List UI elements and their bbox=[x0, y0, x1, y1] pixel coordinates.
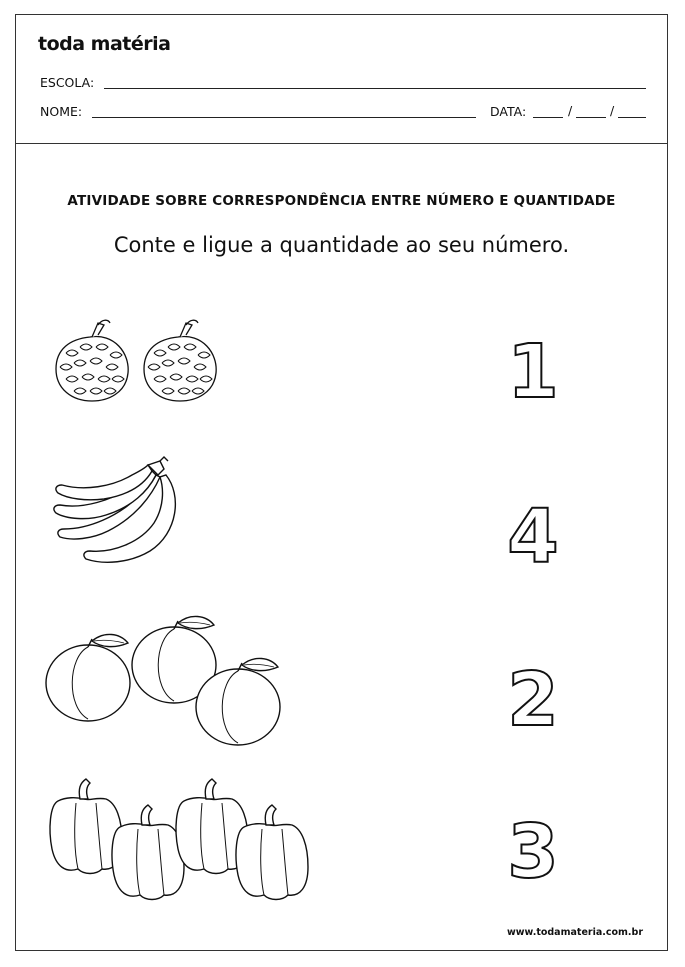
activity-title: ATIVIDADE SOBRE CORRESPONDÊNCIA ENTRE NÚMERO E QUANTIDADE bbox=[67, 193, 616, 209]
banana-icon[interactable] bbox=[48, 455, 198, 567]
number-4[interactable]: 4 bbox=[507, 494, 559, 580]
header bbox=[16, 15, 667, 144]
date-separator: / bbox=[568, 103, 573, 118]
name-label: NOME: bbox=[40, 104, 83, 119]
activity-instruction: Conte e ligue a quantidade ao seu número. bbox=[113, 233, 570, 257]
number-3[interactable]: 3 bbox=[507, 809, 559, 895]
date-day-field[interactable] bbox=[533, 117, 563, 118]
number-2[interactable]: 2 bbox=[507, 657, 559, 743]
brand-logo: toda matéria bbox=[38, 33, 171, 55]
date-label: DATA: bbox=[490, 104, 527, 119]
footer-url[interactable]: www.todamateria.com.br bbox=[506, 927, 643, 938]
peach-icon[interactable] bbox=[44, 611, 304, 747]
date-separator: / bbox=[610, 103, 615, 118]
name-field[interactable] bbox=[92, 117, 476, 118]
date-month-field[interactable] bbox=[576, 117, 606, 118]
school-label: ESCOLA: bbox=[40, 75, 95, 90]
sugar-apple-icon[interactable] bbox=[52, 315, 222, 405]
school-field[interactable] bbox=[104, 88, 646, 89]
date-year-field[interactable] bbox=[618, 117, 646, 118]
worksheet bbox=[15, 14, 668, 951]
bell-pepper-icon[interactable] bbox=[44, 775, 314, 905]
number-1[interactable]: 1 bbox=[507, 329, 559, 415]
